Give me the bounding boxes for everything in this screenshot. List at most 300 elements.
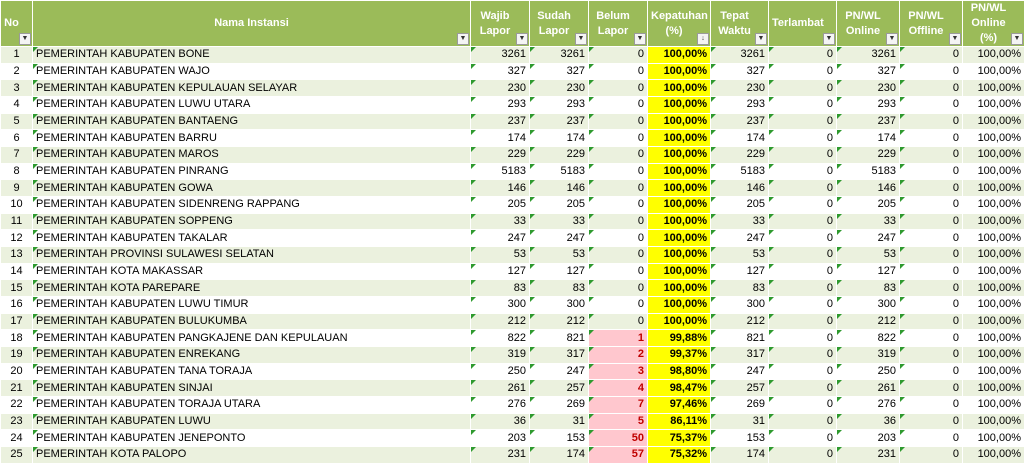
cell-no[interactable]: 8: [1, 163, 33, 180]
cell-sudah-lapor[interactable]: 174: [530, 130, 589, 147]
cell-pnwl-online-pct[interactable]: 100,00%: [963, 180, 1024, 197]
header-pnwl-online-pct[interactable]: [963, 1, 1024, 47]
cell-wajib-lapor[interactable]: 237: [471, 113, 530, 130]
cell-pnwl-online-pct[interactable]: 100,00%: [963, 347, 1024, 364]
cell-sudah-lapor[interactable]: 247: [530, 230, 589, 247]
cell-belum-lapor[interactable]: 0: [589, 97, 648, 114]
cell-pnwl-offline[interactable]: 0: [900, 147, 963, 164]
cell-pnwl-online-pct[interactable]: 100,00%: [963, 313, 1024, 330]
cell-kepatuhan[interactable]: 100,00%: [648, 63, 711, 80]
cell-sudah-lapor[interactable]: 53: [530, 247, 589, 264]
cell-no[interactable]: 10: [1, 197, 33, 214]
cell-terlambat[interactable]: 0: [769, 313, 837, 330]
cell-sudah-lapor[interactable]: 300: [530, 297, 589, 314]
cell-nama-instansi[interactable]: PEMERINTAH KABUPATEN SINJAI: [33, 380, 471, 397]
cell-nama-instansi[interactable]: PEMERINTAH KABUPATEN LUWU TIMUR: [33, 297, 471, 314]
cell-pnwl-offline[interactable]: 0: [900, 280, 963, 297]
cell-terlambat[interactable]: 0: [769, 130, 837, 147]
cell-nama-instansi[interactable]: PEMERINTAH KABUPATEN LUWU UTARA: [33, 97, 471, 114]
cell-no[interactable]: 18: [1, 330, 33, 347]
cell-pnwl-online-pct[interactable]: 100,00%: [963, 280, 1024, 297]
cell-pnwl-online[interactable]: 3261: [837, 47, 900, 64]
cell-wajib-lapor[interactable]: 36: [471, 413, 530, 430]
cell-belum-lapor[interactable]: 50: [589, 430, 648, 447]
cell-pnwl-offline[interactable]: 0: [900, 347, 963, 364]
cell-wajib-lapor[interactable]: 146: [471, 180, 530, 197]
cell-kepatuhan[interactable]: 98,80%: [648, 363, 711, 380]
cell-belum-lapor[interactable]: 5: [589, 413, 648, 430]
cell-pnwl-online[interactable]: 247: [837, 230, 900, 247]
table-row[interactable]: [1, 180, 1024, 197]
cell-kepatuhan[interactable]: 99,37%: [648, 347, 711, 364]
cell-pnwl-online-pct[interactable]: 100,00%: [963, 380, 1024, 397]
table-row[interactable]: [1, 397, 1024, 414]
cell-tepat-waktu[interactable]: 257: [711, 380, 769, 397]
cell-nama-instansi[interactable]: PEMERINTAH KABUPATEN ENREKANG: [33, 347, 471, 364]
cell-pnwl-online[interactable]: 293: [837, 97, 900, 114]
cell-terlambat[interactable]: 0: [769, 147, 837, 164]
table-row[interactable]: [1, 330, 1024, 347]
cell-pnwl-online[interactable]: 127: [837, 263, 900, 280]
cell-no[interactable]: 16: [1, 297, 33, 314]
filter-dropdown-icon[interactable]: ▼: [634, 33, 646, 45]
cell-wajib-lapor[interactable]: 319: [471, 347, 530, 364]
cell-sudah-lapor[interactable]: 174: [530, 447, 589, 464]
cell-wajib-lapor[interactable]: 293: [471, 97, 530, 114]
cell-nama-instansi[interactable]: PEMERINTAH PROVINSI SULAWESI SELATAN: [33, 247, 471, 264]
cell-no[interactable]: 13: [1, 247, 33, 264]
cell-nama-instansi[interactable]: PEMERINTAH KABUPATEN SIDENRENG RAPPANG: [33, 197, 471, 214]
cell-terlambat[interactable]: 0: [769, 347, 837, 364]
cell-wajib-lapor[interactable]: 3261: [471, 47, 530, 64]
cell-wajib-lapor[interactable]: 261: [471, 380, 530, 397]
table-row[interactable]: [1, 347, 1024, 364]
cell-terlambat[interactable]: 0: [769, 413, 837, 430]
cell-pnwl-online[interactable]: 261: [837, 380, 900, 397]
cell-belum-lapor[interactable]: 7: [589, 397, 648, 414]
cell-belum-lapor[interactable]: 0: [589, 230, 648, 247]
cell-kepatuhan[interactable]: 99,88%: [648, 330, 711, 347]
cell-kepatuhan[interactable]: 100,00%: [648, 130, 711, 147]
cell-wajib-lapor[interactable]: 231: [471, 447, 530, 464]
cell-no[interactable]: 7: [1, 147, 33, 164]
cell-wajib-lapor[interactable]: 327: [471, 63, 530, 80]
cell-belum-lapor[interactable]: 0: [589, 63, 648, 80]
cell-pnwl-offline[interactable]: 0: [900, 47, 963, 64]
cell-pnwl-online-pct[interactable]: 100,00%: [963, 397, 1024, 414]
cell-terlambat[interactable]: 0: [769, 297, 837, 314]
cell-tepat-waktu[interactable]: 269: [711, 397, 769, 414]
table-row[interactable]: [1, 63, 1024, 80]
filter-dropdown-icon[interactable]: ▼: [575, 33, 587, 45]
cell-belum-lapor[interactable]: 0: [589, 247, 648, 264]
cell-pnwl-online-pct[interactable]: 100,00%: [963, 213, 1024, 230]
cell-pnwl-online[interactable]: 327: [837, 63, 900, 80]
cell-wajib-lapor[interactable]: 250: [471, 363, 530, 380]
cell-pnwl-offline[interactable]: 0: [900, 247, 963, 264]
cell-terlambat[interactable]: 0: [769, 447, 837, 464]
cell-belum-lapor[interactable]: 0: [589, 280, 648, 297]
filter-dropdown-icon[interactable]: ▼: [949, 33, 961, 45]
cell-pnwl-online-pct[interactable]: 100,00%: [963, 447, 1024, 464]
cell-wajib-lapor[interactable]: 276: [471, 397, 530, 414]
cell-tepat-waktu[interactable]: 293: [711, 97, 769, 114]
cell-sudah-lapor[interactable]: 821: [530, 330, 589, 347]
cell-tepat-waktu[interactable]: 247: [711, 230, 769, 247]
cell-pnwl-online[interactable]: 53: [837, 247, 900, 264]
table-row[interactable]: [1, 247, 1024, 264]
table-row[interactable]: [1, 313, 1024, 330]
cell-kepatuhan[interactable]: 100,00%: [648, 113, 711, 130]
cell-sudah-lapor[interactable]: 247: [530, 363, 589, 380]
header-wajib-lapor[interactable]: [471, 1, 530, 47]
cell-pnwl-online[interactable]: 174: [837, 130, 900, 147]
cell-pnwl-offline[interactable]: 0: [900, 430, 963, 447]
cell-sudah-lapor[interactable]: 257: [530, 380, 589, 397]
table-row[interactable]: [1, 163, 1024, 180]
cell-no[interactable]: 4: [1, 97, 33, 114]
table-row[interactable]: [1, 230, 1024, 247]
cell-pnwl-offline[interactable]: 0: [900, 263, 963, 280]
cell-tepat-waktu[interactable]: 317: [711, 347, 769, 364]
cell-pnwl-online-pct[interactable]: 100,00%: [963, 47, 1024, 64]
cell-terlambat[interactable]: 0: [769, 197, 837, 214]
cell-no[interactable]: 21: [1, 380, 33, 397]
cell-tepat-waktu[interactable]: 205: [711, 197, 769, 214]
header-pnwl-online[interactable]: [837, 1, 900, 47]
table-row[interactable]: [1, 430, 1024, 447]
cell-kepatuhan[interactable]: 100,00%: [648, 197, 711, 214]
filter-dropdown-icon[interactable]: ▼: [1011, 33, 1023, 45]
cell-nama-instansi[interactable]: PEMERINTAH KABUPATEN BONE: [33, 47, 471, 64]
cell-pnwl-offline[interactable]: 0: [900, 230, 963, 247]
cell-belum-lapor[interactable]: 2: [589, 347, 648, 364]
cell-kepatuhan[interactable]: 100,00%: [648, 163, 711, 180]
cell-tepat-waktu[interactable]: 300: [711, 297, 769, 314]
filter-dropdown-icon[interactable]: ▼: [755, 33, 767, 45]
cell-pnwl-online-pct[interactable]: 100,00%: [963, 363, 1024, 380]
cell-wajib-lapor[interactable]: 203: [471, 430, 530, 447]
cell-tepat-waktu[interactable]: 33: [711, 213, 769, 230]
cell-tepat-waktu[interactable]: 229: [711, 147, 769, 164]
cell-no[interactable]: 22: [1, 397, 33, 414]
table-row[interactable]: [1, 130, 1024, 147]
cell-no[interactable]: 15: [1, 280, 33, 297]
cell-terlambat[interactable]: 0: [769, 280, 837, 297]
cell-nama-instansi[interactable]: PEMERINTAH KOTA MAKASSAR: [33, 263, 471, 280]
cell-pnwl-online-pct[interactable]: 100,00%: [963, 263, 1024, 280]
cell-tepat-waktu[interactable]: 31: [711, 413, 769, 430]
table-row[interactable]: [1, 147, 1024, 164]
cell-sudah-lapor[interactable]: 5183: [530, 163, 589, 180]
cell-pnwl-online-pct[interactable]: 100,00%: [963, 63, 1024, 80]
cell-nama-instansi[interactable]: PEMERINTAH KABUPATEN TORAJA UTARA: [33, 397, 471, 414]
header-belum-lapor[interactable]: [589, 1, 648, 47]
cell-tepat-waktu[interactable]: 230: [711, 80, 769, 97]
cell-kepatuhan[interactable]: 75,32%: [648, 447, 711, 464]
cell-belum-lapor[interactable]: 0: [589, 47, 648, 64]
table-row[interactable]: [1, 363, 1024, 380]
cell-belum-lapor[interactable]: 3: [589, 363, 648, 380]
cell-sudah-lapor[interactable]: 205: [530, 197, 589, 214]
cell-sudah-lapor[interactable]: 127: [530, 263, 589, 280]
cell-nama-instansi[interactable]: PEMERINTAH KABUPATEN KEPULAUAN SELAYAR: [33, 80, 471, 97]
cell-belum-lapor[interactable]: 0: [589, 297, 648, 314]
cell-tepat-waktu[interactable]: 247: [711, 363, 769, 380]
table-row[interactable]: [1, 113, 1024, 130]
cell-wajib-lapor[interactable]: 822: [471, 330, 530, 347]
cell-kepatuhan[interactable]: 98,47%: [648, 380, 711, 397]
cell-belum-lapor[interactable]: 57: [589, 447, 648, 464]
cell-pnwl-offline[interactable]: 0: [900, 213, 963, 230]
cell-wajib-lapor[interactable]: 174: [471, 130, 530, 147]
cell-tepat-waktu[interactable]: 83: [711, 280, 769, 297]
header-nama-instansi[interactable]: [33, 1, 471, 47]
table-row[interactable]: [1, 280, 1024, 297]
cell-pnwl-offline[interactable]: 0: [900, 180, 963, 197]
cell-sudah-lapor[interactable]: 3261: [530, 47, 589, 64]
cell-terlambat[interactable]: 0: [769, 113, 837, 130]
cell-tepat-waktu[interactable]: 3261: [711, 47, 769, 64]
header-terlambat[interactable]: [769, 1, 837, 47]
cell-belum-lapor[interactable]: 0: [589, 313, 648, 330]
cell-kepatuhan[interactable]: 75,37%: [648, 430, 711, 447]
cell-wajib-lapor[interactable]: 230: [471, 80, 530, 97]
cell-pnwl-offline[interactable]: 0: [900, 197, 963, 214]
cell-pnwl-online[interactable]: 146: [837, 180, 900, 197]
cell-pnwl-online-pct[interactable]: 100,00%: [963, 113, 1024, 130]
cell-pnwl-online-pct[interactable]: 100,00%: [963, 430, 1024, 447]
cell-no[interactable]: 12: [1, 230, 33, 247]
cell-pnwl-offline[interactable]: 0: [900, 447, 963, 464]
cell-belum-lapor[interactable]: 0: [589, 180, 648, 197]
cell-terlambat[interactable]: 0: [769, 397, 837, 414]
cell-wajib-lapor[interactable]: 53: [471, 247, 530, 264]
cell-terlambat[interactable]: 0: [769, 247, 837, 264]
header-pnwl-offline[interactable]: [900, 1, 963, 47]
header-no[interactable]: [1, 1, 33, 47]
cell-nama-instansi[interactable]: PEMERINTAH KABUPATEN TANA TORAJA: [33, 363, 471, 380]
cell-belum-lapor[interactable]: 0: [589, 163, 648, 180]
cell-wajib-lapor[interactable]: 212: [471, 313, 530, 330]
cell-nama-instansi[interactable]: PEMERINTAH KABUPATEN MAROS: [33, 147, 471, 164]
cell-pnwl-online[interactable]: 203: [837, 430, 900, 447]
cell-terlambat[interactable]: 0: [769, 263, 837, 280]
cell-terlambat[interactable]: 0: [769, 430, 837, 447]
cell-tepat-waktu[interactable]: 174: [711, 130, 769, 147]
cell-pnwl-offline[interactable]: 0: [900, 297, 963, 314]
header-tepat-waktu[interactable]: [711, 1, 769, 47]
cell-kepatuhan[interactable]: 100,00%: [648, 247, 711, 264]
cell-pnwl-online[interactable]: 229: [837, 147, 900, 164]
cell-wajib-lapor[interactable]: 5183: [471, 163, 530, 180]
cell-nama-instansi[interactable]: PEMERINTAH KABUPATEN BARRU: [33, 130, 471, 147]
cell-nama-instansi[interactable]: PEMERINTAH KABUPATEN PANGKAJENE DAN KEPULAUAN: [33, 330, 471, 347]
cell-pnwl-online[interactable]: 36: [837, 413, 900, 430]
cell-wajib-lapor[interactable]: 247: [471, 230, 530, 247]
cell-terlambat[interactable]: 0: [769, 230, 837, 247]
cell-pnwl-online[interactable]: 231: [837, 447, 900, 464]
cell-pnwl-online-pct[interactable]: 100,00%: [963, 230, 1024, 247]
table-row[interactable]: [1, 97, 1024, 114]
cell-pnwl-online-pct[interactable]: 100,00%: [963, 413, 1024, 430]
cell-sudah-lapor[interactable]: 327: [530, 63, 589, 80]
cell-terlambat[interactable]: 0: [769, 47, 837, 64]
cell-belum-lapor[interactable]: 0: [589, 130, 648, 147]
cell-no[interactable]: 19: [1, 347, 33, 364]
header-kepatuhan[interactable]: [648, 1, 711, 47]
table-row[interactable]: [1, 80, 1024, 97]
cell-no[interactable]: 20: [1, 363, 33, 380]
cell-nama-instansi[interactable]: PEMERINTAH KOTA PALOPO: [33, 447, 471, 464]
cell-sudah-lapor[interactable]: 269: [530, 397, 589, 414]
cell-pnwl-offline[interactable]: 0: [900, 163, 963, 180]
cell-belum-lapor[interactable]: 4: [589, 380, 648, 397]
cell-nama-instansi[interactable]: PEMERINTAH KABUPATEN BULUKUMBA: [33, 313, 471, 330]
cell-pnwl-online[interactable]: 230: [837, 80, 900, 97]
cell-belum-lapor[interactable]: 0: [589, 263, 648, 280]
cell-no[interactable]: 3: [1, 80, 33, 97]
cell-belum-lapor[interactable]: 1: [589, 330, 648, 347]
cell-terlambat[interactable]: 0: [769, 63, 837, 80]
cell-wajib-lapor[interactable]: 205: [471, 197, 530, 214]
cell-nama-instansi[interactable]: PEMERINTAH KABUPATEN JENEPONTO: [33, 430, 471, 447]
cell-wajib-lapor[interactable]: 300: [471, 297, 530, 314]
cell-kepatuhan[interactable]: 100,00%: [648, 297, 711, 314]
cell-no[interactable]: 2: [1, 63, 33, 80]
cell-no[interactable]: 17: [1, 313, 33, 330]
cell-tepat-waktu[interactable]: 127: [711, 263, 769, 280]
cell-pnwl-offline[interactable]: 0: [900, 113, 963, 130]
cell-pnwl-offline[interactable]: 0: [900, 130, 963, 147]
cell-pnwl-online-pct[interactable]: 100,00%: [963, 247, 1024, 264]
cell-pnwl-online[interactable]: 33: [837, 213, 900, 230]
cell-pnwl-online[interactable]: 212: [837, 313, 900, 330]
cell-no[interactable]: 9: [1, 180, 33, 197]
cell-pnwl-offline[interactable]: 0: [900, 97, 963, 114]
cell-kepatuhan[interactable]: 100,00%: [648, 230, 711, 247]
cell-pnwl-online-pct[interactable]: 100,00%: [963, 97, 1024, 114]
cell-pnwl-offline[interactable]: 0: [900, 363, 963, 380]
table-row[interactable]: [1, 47, 1024, 64]
cell-tepat-waktu[interactable]: 53: [711, 247, 769, 264]
cell-terlambat[interactable]: 0: [769, 330, 837, 347]
cell-pnwl-offline[interactable]: 0: [900, 413, 963, 430]
cell-kepatuhan[interactable]: 100,00%: [648, 47, 711, 64]
cell-terlambat[interactable]: 0: [769, 213, 837, 230]
cell-nama-instansi[interactable]: PEMERINTAH KABUPATEN LUWU: [33, 413, 471, 430]
cell-pnwl-online[interactable]: 83: [837, 280, 900, 297]
cell-sudah-lapor[interactable]: 33: [530, 213, 589, 230]
cell-pnwl-online-pct[interactable]: 100,00%: [963, 130, 1024, 147]
cell-pnwl-offline[interactable]: 0: [900, 63, 963, 80]
cell-no[interactable]: 5: [1, 113, 33, 130]
cell-tepat-waktu[interactable]: 153: [711, 430, 769, 447]
cell-pnwl-online-pct[interactable]: 100,00%: [963, 80, 1024, 97]
cell-pnwl-online[interactable]: 300: [837, 297, 900, 314]
table-row[interactable]: [1, 197, 1024, 214]
cell-sudah-lapor[interactable]: 229: [530, 147, 589, 164]
cell-tepat-waktu[interactable]: 821: [711, 330, 769, 347]
cell-pnwl-online[interactable]: 250: [837, 363, 900, 380]
cell-no[interactable]: 24: [1, 430, 33, 447]
cell-no[interactable]: 14: [1, 263, 33, 280]
cell-sudah-lapor[interactable]: 83: [530, 280, 589, 297]
cell-nama-instansi[interactable]: PEMERINTAH KABUPATEN PINRANG: [33, 163, 471, 180]
cell-pnwl-online[interactable]: 822: [837, 330, 900, 347]
cell-terlambat[interactable]: 0: [769, 363, 837, 380]
cell-kepatuhan[interactable]: 100,00%: [648, 80, 711, 97]
cell-kepatuhan[interactable]: 100,00%: [648, 180, 711, 197]
sort-descending-filter-icon[interactable]: ↓: [697, 33, 709, 45]
filter-dropdown-icon[interactable]: ▼: [886, 33, 898, 45]
cell-no[interactable]: 1: [1, 47, 33, 64]
cell-pnwl-online[interactable]: 205: [837, 197, 900, 214]
table-row[interactable]: [1, 447, 1024, 464]
table-row[interactable]: [1, 263, 1024, 280]
cell-terlambat[interactable]: 0: [769, 180, 837, 197]
cell-tepat-waktu[interactable]: 5183: [711, 163, 769, 180]
cell-nama-instansi[interactable]: PEMERINTAH KABUPATEN WAJO: [33, 63, 471, 80]
table-row[interactable]: [1, 413, 1024, 430]
header-sudah-lapor[interactable]: [530, 1, 589, 47]
cell-kepatuhan[interactable]: 97,46%: [648, 397, 711, 414]
cell-tepat-waktu[interactable]: 146: [711, 180, 769, 197]
cell-pnwl-online-pct[interactable]: 100,00%: [963, 330, 1024, 347]
cell-nama-instansi[interactable]: PEMERINTAH KABUPATEN GOWA: [33, 180, 471, 197]
cell-sudah-lapor[interactable]: 230: [530, 80, 589, 97]
cell-kepatuhan[interactable]: 100,00%: [648, 313, 711, 330]
cell-sudah-lapor[interactable]: 317: [530, 347, 589, 364]
cell-pnwl-online[interactable]: 5183: [837, 163, 900, 180]
cell-belum-lapor[interactable]: 0: [589, 113, 648, 130]
cell-sudah-lapor[interactable]: 31: [530, 413, 589, 430]
cell-kepatuhan[interactable]: 86,11%: [648, 413, 711, 430]
cell-pnwl-online-pct[interactable]: 100,00%: [963, 197, 1024, 214]
cell-pnwl-online-pct[interactable]: 100,00%: [963, 163, 1024, 180]
cell-terlambat[interactable]: 0: [769, 80, 837, 97]
cell-belum-lapor[interactable]: 0: [589, 197, 648, 214]
cell-tepat-waktu[interactable]: 237: [711, 113, 769, 130]
cell-tepat-waktu[interactable]: 327: [711, 63, 769, 80]
cell-terlambat[interactable]: 0: [769, 380, 837, 397]
cell-nama-instansi[interactable]: PEMERINTAH KOTA PAREPARE: [33, 280, 471, 297]
cell-nama-instansi[interactable]: PEMERINTAH KABUPATEN SOPPENG: [33, 213, 471, 230]
cell-wajib-lapor[interactable]: 33: [471, 213, 530, 230]
cell-pnwl-offline[interactable]: 0: [900, 80, 963, 97]
filter-dropdown-icon[interactable]: ▼: [823, 33, 835, 45]
cell-tepat-waktu[interactable]: 212: [711, 313, 769, 330]
cell-nama-instansi[interactable]: PEMERINTAH KABUPATEN TAKALAR: [33, 230, 471, 247]
cell-sudah-lapor[interactable]: 237: [530, 113, 589, 130]
filter-dropdown-icon[interactable]: ▼: [19, 33, 31, 45]
cell-pnwl-offline[interactable]: 0: [900, 330, 963, 347]
cell-sudah-lapor[interactable]: 153: [530, 430, 589, 447]
cell-wajib-lapor[interactable]: 127: [471, 263, 530, 280]
cell-belum-lapor[interactable]: 0: [589, 147, 648, 164]
cell-terlambat[interactable]: 0: [769, 97, 837, 114]
cell-sudah-lapor[interactable]: 293: [530, 97, 589, 114]
cell-kepatuhan[interactable]: 100,00%: [648, 97, 711, 114]
cell-kepatuhan[interactable]: 100,00%: [648, 280, 711, 297]
cell-no[interactable]: 6: [1, 130, 33, 147]
cell-sudah-lapor[interactable]: 212: [530, 313, 589, 330]
table-row[interactable]: [1, 380, 1024, 397]
cell-wajib-lapor[interactable]: 83: [471, 280, 530, 297]
cell-pnwl-offline[interactable]: 0: [900, 397, 963, 414]
cell-kepatuhan[interactable]: 100,00%: [648, 213, 711, 230]
cell-nama-instansi[interactable]: PEMERINTAH KABUPATEN BANTAENG: [33, 113, 471, 130]
